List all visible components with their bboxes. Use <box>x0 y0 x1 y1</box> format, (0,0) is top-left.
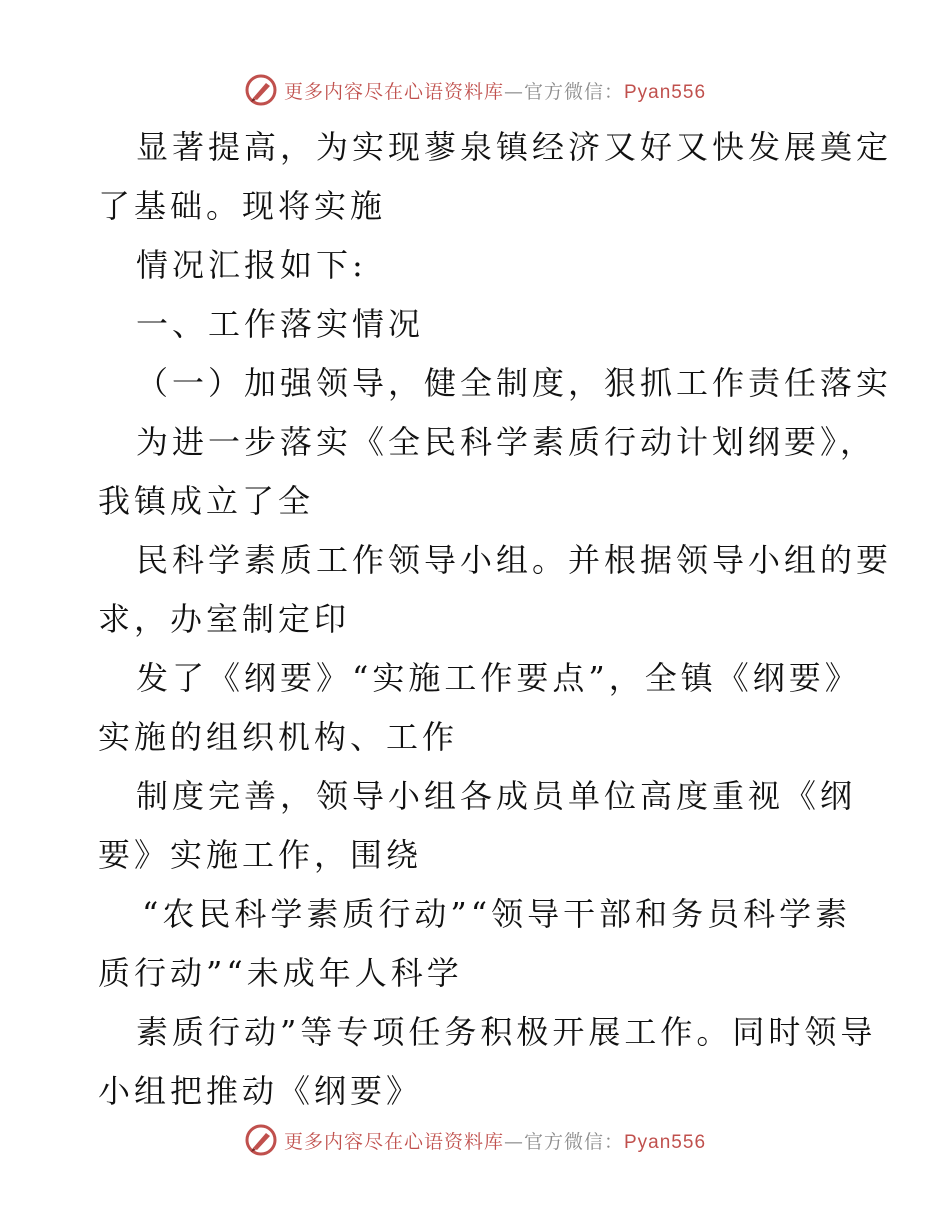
text-line: “农民科学素质行动”“领导干部和务员科学素 <box>142 895 852 933</box>
banner-text <box>284 77 706 104</box>
text-line: 民科学素质工作领导小组。并根据领导小组的要 <box>136 541 893 579</box>
banner-title: 更多内容尽在心语资料库 <box>283 1130 504 1153</box>
banner-title: 更多内容尽在心语资料库 <box>283 80 504 103</box>
text-line: 发了《纲要》“实施工作要点”，全镇《纲要》 <box>136 659 861 697</box>
text-line: 情况汇报如下: <box>136 246 367 284</box>
banner-separator: — <box>503 1130 524 1153</box>
wechat-id: Pyan556 <box>624 1131 707 1153</box>
text-line: 我镇成立了全 <box>98 482 315 520</box>
text-line: 小组把推动《纲要》 <box>98 1072 423 1110</box>
wechat-label: 官方微信： <box>523 80 624 103</box>
footer-banner <box>0 1122 950 1158</box>
text-line: 要》实施工作，围绕 <box>98 836 423 874</box>
text-line: 求，办室制定印 <box>98 600 351 638</box>
wechat-label: 官方微信： <box>523 1130 624 1153</box>
text-line: 制度完善，领导小组各成员单位高度重视《纲 <box>136 777 857 815</box>
document-body <box>98 118 893 1121</box>
pen-logo-icon <box>244 73 278 107</box>
subsection-heading: （一）加强领导，健全制度，狠抓工作责任落实 <box>136 364 893 402</box>
section-heading: 一、工作落实情况 <box>136 305 425 343</box>
text-line: 为进一步落实《全民科学素质行动计划纲要》， <box>136 423 877 461</box>
pen-logo-icon <box>244 1123 278 1157</box>
text-line: 实施的组织机构、工作 <box>98 718 459 756</box>
text-line: 素质行动”等专项任务积极开展工作。同时领导 <box>136 1013 877 1051</box>
text-line: 显著提高，为实现蓼泉镇经济又好又快发展奠定 <box>136 128 893 166</box>
wechat-id: Pyan556 <box>624 81 707 103</box>
banner-separator: — <box>503 80 524 103</box>
header-banner <box>0 72 950 108</box>
text-line: 了基础。现将实施 <box>98 187 387 225</box>
text-line: 质行动”“未成年人科学 <box>98 954 463 992</box>
banner-text <box>284 1127 706 1154</box>
